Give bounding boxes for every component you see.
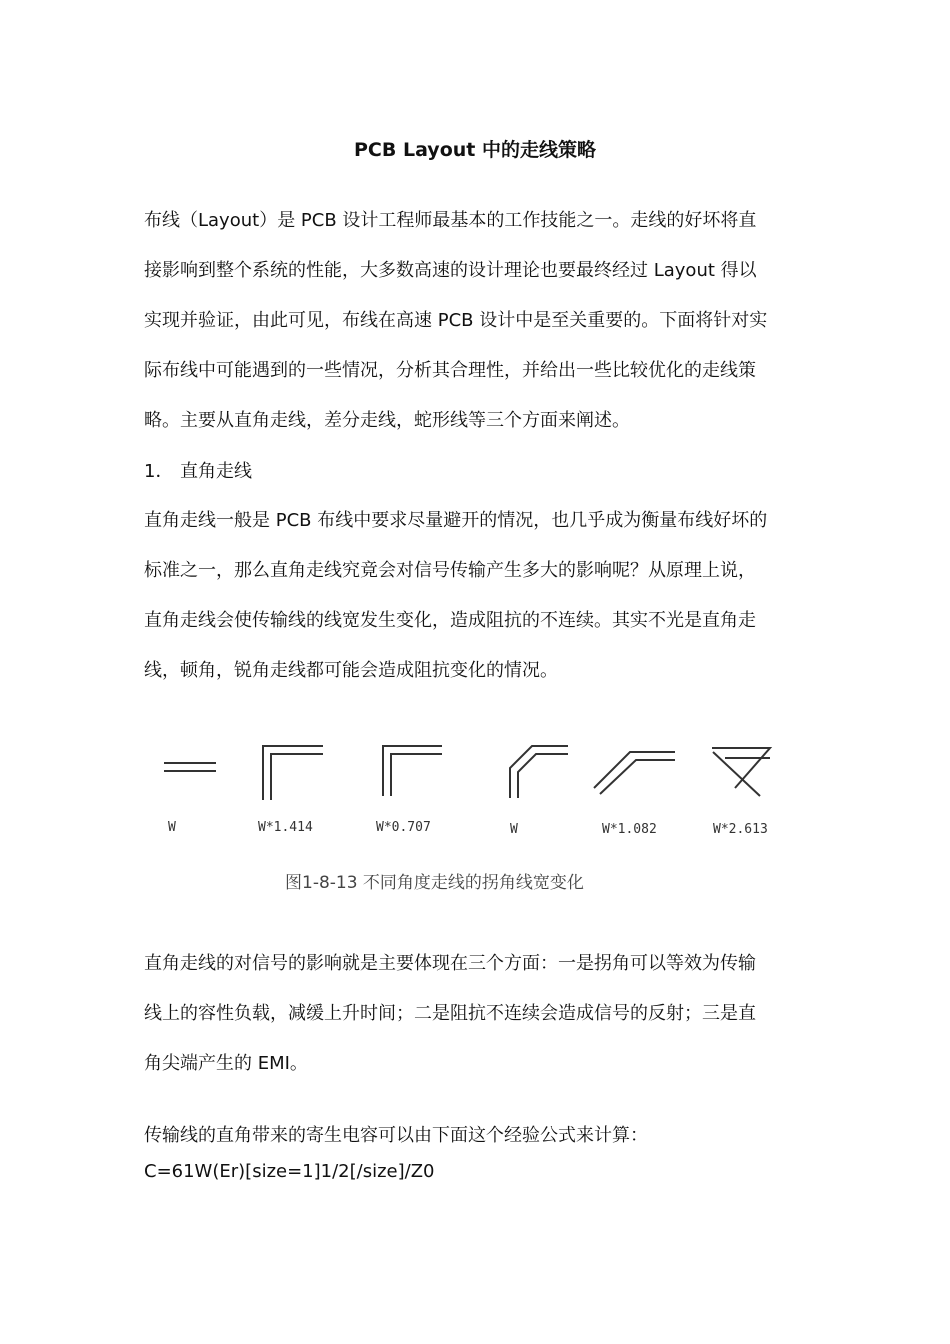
chamfered-trace-diagram [510, 746, 568, 798]
paragraph-line: 直角走线一般是 PCB 布线中要求尽量避开的情况，也几乎成为衡量布线好坏的 [144, 510, 768, 531]
figure-label: W*1.082 [602, 822, 657, 837]
formula-intro: 传输线的直角带来的寄生电容可以由下面这个经验公式来计算： [144, 1125, 648, 1146]
paragraph-line: 角尖端产生的 EMI。 [144, 1053, 308, 1074]
document-title: PCB Layout 中的走线策略 [354, 139, 596, 161]
section-title: 直角走线 [180, 461, 252, 482]
paragraph-line: 直角走线会使传输线的线宽发生变化，造成阻抗的不连续。其实不光是直角走 [144, 610, 756, 631]
paragraph-line: 布线（Layout）是 PCB 设计工程师最基本的工作技能之一。走线的好坏将直 [144, 210, 757, 231]
acute-angle-trace-diagram [712, 748, 770, 796]
intro-paragraph [144, 206, 812, 456]
figure-label: W*1.414 [258, 820, 313, 835]
trace-corner-figure [150, 730, 800, 900]
figure-label: W [510, 822, 518, 837]
impact-paragraph [144, 949, 812, 1099]
paragraph-line: 线上的容性负载，减缓上升时间；二是阻抗不连续会造成信号的反射；三是直 [144, 1003, 756, 1024]
figure-label: W [168, 820, 176, 835]
trace-corner-diagrams [150, 730, 800, 810]
paragraph-line: 略。主要从直角走线，差分走线，蛇形线等三个方面来阐述。 [144, 410, 630, 431]
figure-caption: 图1-8-13 不同角度走线的拐角线宽变化 [285, 873, 584, 893]
figure-label: W*2.613 [713, 822, 768, 837]
right-angle-inner-trace-diagram [383, 746, 442, 796]
paragraph-line: 际布线中可能遇到的一些情况，分析其合理性，并给出一些比较优化的走线策 [144, 360, 756, 381]
straight-trace-diagram [164, 763, 216, 771]
figure-label: W*0.707 [376, 820, 431, 835]
paragraph-line: 直角走线的对信号的影响就是主要体现在三个方面：一是拐角可以等效为传输 [144, 953, 756, 974]
paragraph-line: 实现并验证，由此可见，布线在高速 PCB 设计中是至关重要的。下面将针对实 [144, 310, 768, 331]
paragraph-line: 接影响到整个系统的性能，大多数高速的设计理论也要最终经过 Layout 得以 [144, 260, 757, 281]
right-angle-trace-diagram [263, 746, 323, 800]
formula-text: C=61W(Er)[size=1]1/2[/size]/Z0 [144, 1161, 435, 1182]
section-heading [144, 457, 252, 487]
paragraph-line: 线，顿角，锐角走线都可能会造成阻抗变化的情况。 [144, 660, 558, 681]
obtuse-angle-trace-diagram [594, 752, 675, 794]
section-number: 1． [144, 461, 174, 482]
paragraph-line: 标准之一，那么直角走线究竟会对信号传输产生多大的影响呢？从原理上说， [144, 560, 756, 581]
section1-paragraph [144, 506, 812, 706]
